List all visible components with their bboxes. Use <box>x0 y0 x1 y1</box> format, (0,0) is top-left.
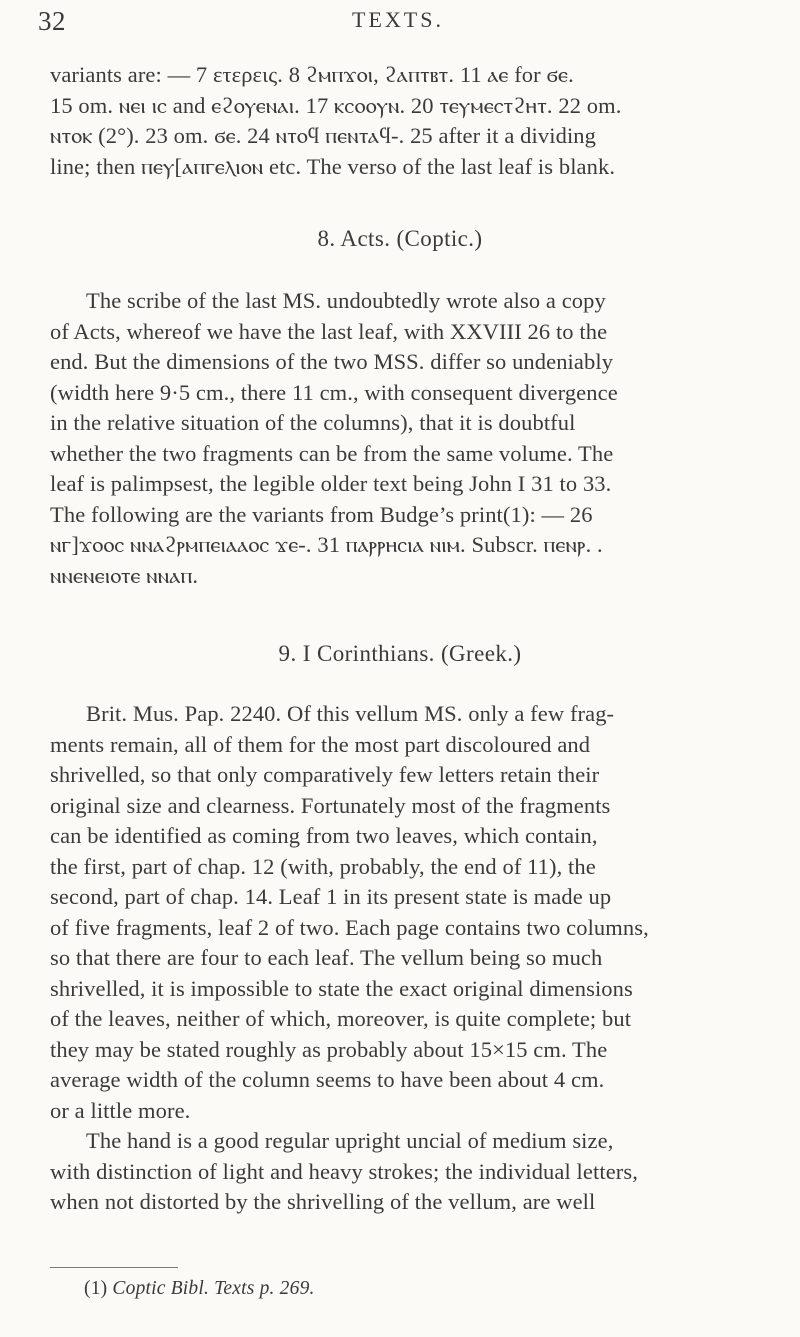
text-line: can be identified as coming from two leaves, which contain, <box>50 823 598 848</box>
section-9-paragraph-1 <box>50 699 764 1218</box>
section-9-heading: 9. I Corinthians. (Greek.) <box>278 641 522 666</box>
text-line: they may be stated roughly as probably about 15×15 cm. The <box>50 1036 608 1062</box>
text-line: variants are: — 7 ετερεις. 8 ϩⲙⲡϫⲟⲓ, ϩⲁⲡⲧⲃⲧ. 11 ⲁⲉ for ϭⲉ. <box>50 62 574 87</box>
section-8-heading: 8. Acts. (Coptic.) <box>317 226 483 251</box>
text-line: shrivelled, so that only comparatively few letters retain their <box>50 762 600 787</box>
footnote-text: Coptic Bibl. Texts p. 269. <box>112 1278 315 1299</box>
text-line: The scribe of the last MS. undoubtedly wrote also a copy <box>86 288 606 313</box>
text-line: average width of the column seems to have been about 4 cm. <box>50 1067 605 1092</box>
text-line: whether the two fragments can be from the same volume. The <box>50 440 614 466</box>
text-line: in the relative situation of the columns), that it is doubtful <box>50 410 576 435</box>
text-line: 15 om. ⲛⲉⲓ ⲓⲥ and ⲉϩⲟⲩⲉⲛⲁⲓ. 17 ⲕⲥⲟⲟⲩⲛ. 20 ⲧⲉⲩⲙⲉⲥⲧϩⲏⲧ. 22 om. <box>50 92 622 118</box>
intro-paragraph <box>50 60 764 182</box>
section-8-paragraph <box>50 286 764 591</box>
text-line: leaf is palimpsest, the legible older text being John I 31 to 33. <box>50 471 612 496</box>
text-line: The following are the variants from Budge’s print(1): — 26 <box>50 501 593 527</box>
text-line: of Acts, whereof we have the last leaf, with XXVIII 26 to the <box>50 318 608 344</box>
text-line: of the leaves, neither of which, moreover, is quite complete; but <box>50 1006 632 1031</box>
text-line: with distinction of light and heavy strokes; the individual letters, <box>50 1158 638 1184</box>
footnote <box>84 1278 315 1300</box>
text-line: the first, part of chap. 12 (with, probably, the end of 11), the <box>50 853 596 879</box>
text-line: line; then ⲡⲉⲩ[ⲁⲡⲅⲉⲗⲓⲟⲛ etc. The verso of the last leaf is blank. <box>50 153 616 179</box>
text-line: second, part of chap. 14. Leaf 1 in its present state is made up <box>50 884 612 909</box>
text-line: ments remain, all of them for the most part discoloured and <box>50 731 591 757</box>
text-line: end. But the dimensions of the two MSS. differ so undeniably <box>50 349 614 374</box>
text-line: ⲛⲧⲟⲕ (2°). 23 om. ϭⲉ. 24 ⲛⲧⲟϥ ⲡⲉⲛⲧⲁϥ-. 25 after it a dividing <box>50 123 596 148</box>
footnote-rule <box>50 1267 178 1268</box>
footnote-marker: (1) <box>84 1278 108 1299</box>
page-number: 32 <box>38 6 66 36</box>
text-line: of five fragments, leaf 2 of two. Each page contains two columns, <box>50 914 649 940</box>
text-line: when not distorted by the shrivelling of the vellum, are well <box>50 1189 596 1214</box>
text-line: shrivelled, it is impossible to state the exact original dimensions <box>50 975 633 1001</box>
text-line: The hand is a good regular upright uncial of medium size, <box>86 1128 614 1153</box>
text-line: original size and clearness. Fortunately most of the fragments <box>50 792 611 818</box>
running-title: TEXTS. <box>352 7 444 32</box>
text-line: ⲛⲅ]ϫⲟⲟⲥ ⲛⲛⲁϩⲣⲙⲡⲉⲓⲁⲁⲟⲥ ϫⲉ-. 31 ⲡⲁⲣⲣⲏⲥⲓⲁ ⲛⲓⲙ. Subscr. ⲡⲉⲛⲣ. . <box>50 532 603 557</box>
text-line: so that there are four to each leaf. The vellum being so much <box>50 945 603 970</box>
text-line: Brit. Mus. Pap. 2240. Of this vellum MS. only a few frag- <box>86 701 615 726</box>
text-line: (width here 9·5 cm., there 11 cm., with consequent divergence <box>50 379 618 405</box>
text-line: ⲛⲛⲉⲛⲉⲓⲟⲧⲉ ⲛⲛⲁⲡ. <box>50 562 199 588</box>
running-head <box>38 6 758 42</box>
text-line: or a little more. <box>50 1097 191 1123</box>
